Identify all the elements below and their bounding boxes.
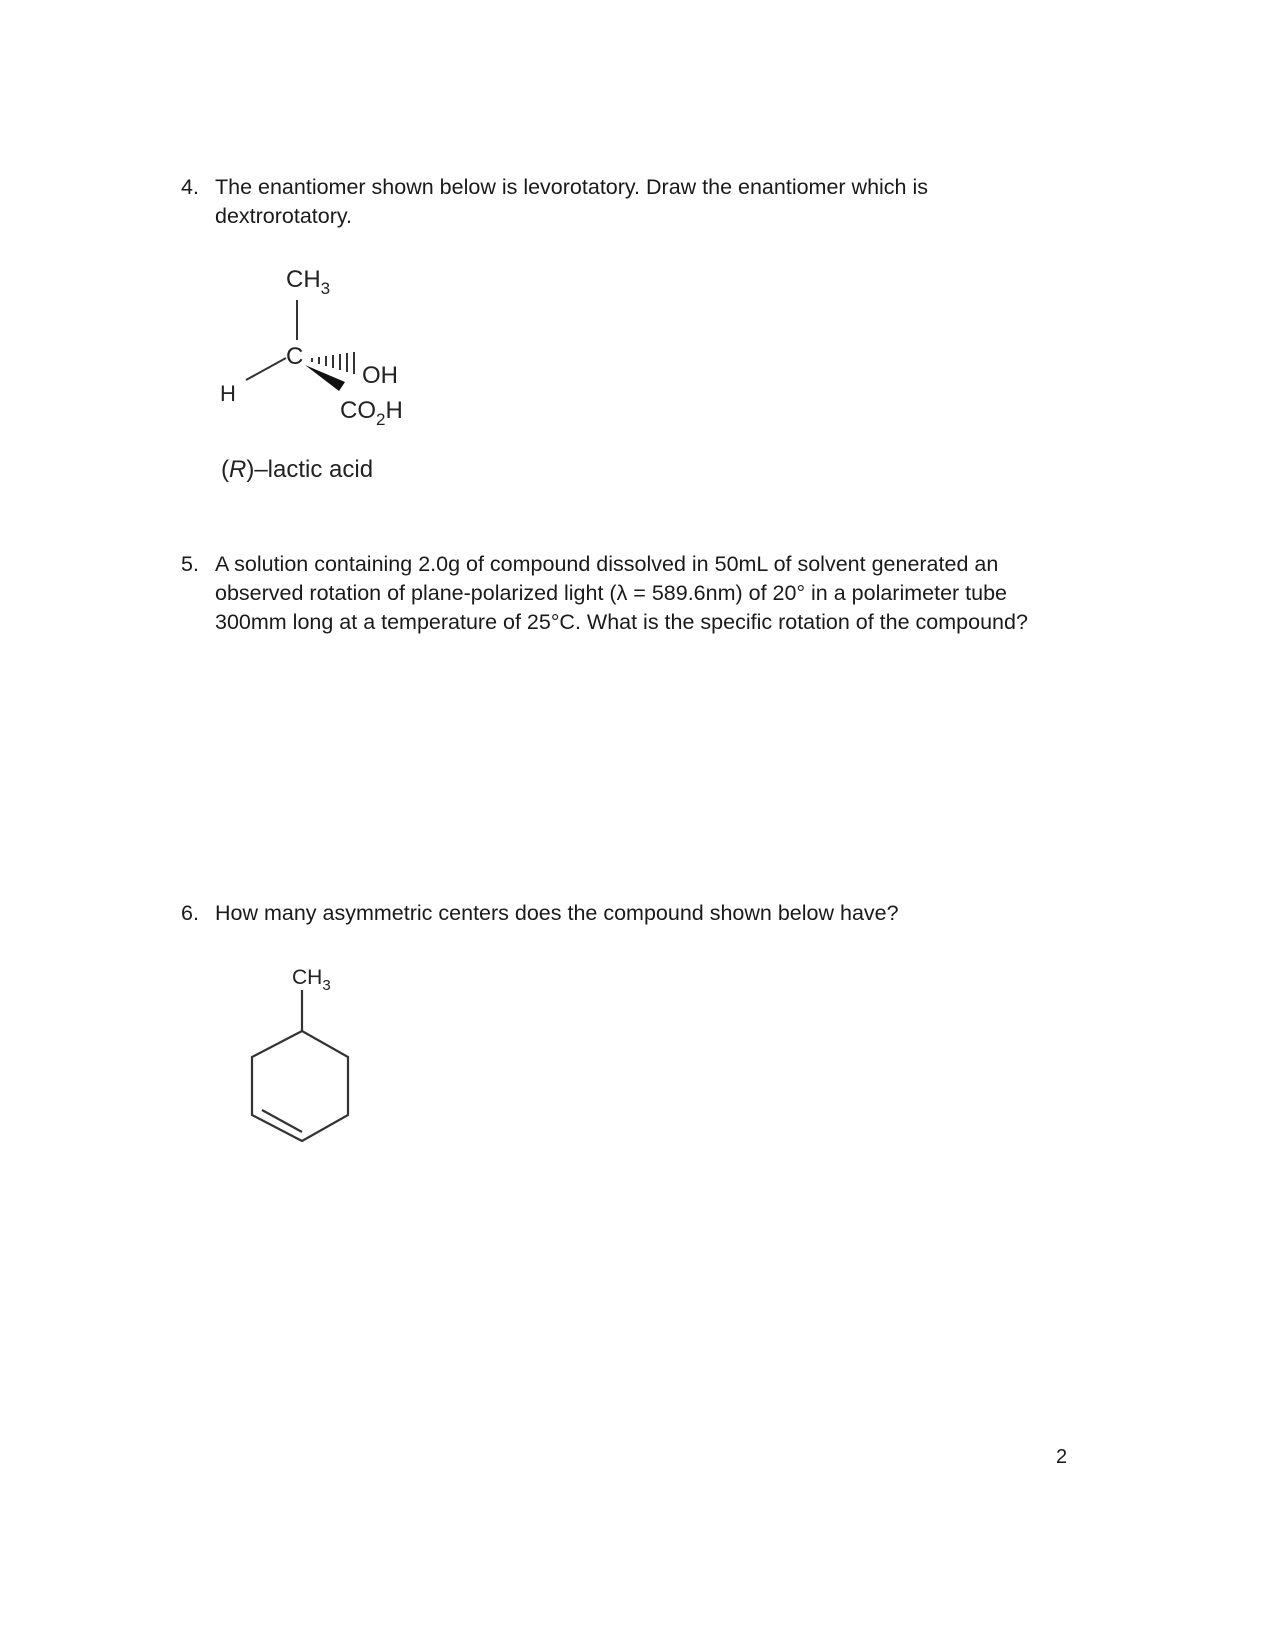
question-text xyxy=(215,899,899,928)
question-line: The enantiomer shown below is levorotatory. Draw the enantiomer which is xyxy=(215,175,929,199)
question-6 xyxy=(181,899,1081,929)
question-line: A solution containing 2.0g of compound dissolved in 50mL of solvent generated an xyxy=(215,552,999,576)
question-number: 6. xyxy=(181,901,199,925)
lactic-acid-caption: (R)–lactic acid xyxy=(221,456,374,483)
ch3-label: $CH_3$ xyxy=(292,966,331,994)
lactic-acid-structure xyxy=(200,255,440,495)
ch3-label: $CH_3$ xyxy=(286,266,331,298)
question-line: How many asymmetric centers does the compound shown below have? xyxy=(215,901,899,925)
question-4 xyxy=(181,173,1081,233)
question-5 xyxy=(181,550,1081,640)
question-line: 300mm long at a temperature of 25°C. What is the specific rotation of the compound? xyxy=(215,610,1028,634)
question-number: 5. xyxy=(181,552,199,576)
question-line: observed rotation of plane-polarized light (λ = 589.6nm) of 20° in a polarimeter tube xyxy=(215,581,1008,605)
page-number: 2 xyxy=(1056,1446,1068,1468)
cyclohexene-ring xyxy=(252,1031,348,1141)
double-bond xyxy=(262,1110,302,1132)
methylcyclohexene-structure xyxy=(240,955,370,1155)
question-line: dextrorotatory. xyxy=(215,204,353,228)
h-label: H xyxy=(220,381,236,406)
question-number: 4. xyxy=(181,175,199,199)
carbon-label: C xyxy=(286,343,304,370)
oh-label: OH xyxy=(362,362,398,389)
bond-h xyxy=(246,358,286,380)
question-text xyxy=(215,173,928,231)
co2h-label: $CO_2H$ xyxy=(340,397,403,429)
question-text xyxy=(215,550,1028,637)
